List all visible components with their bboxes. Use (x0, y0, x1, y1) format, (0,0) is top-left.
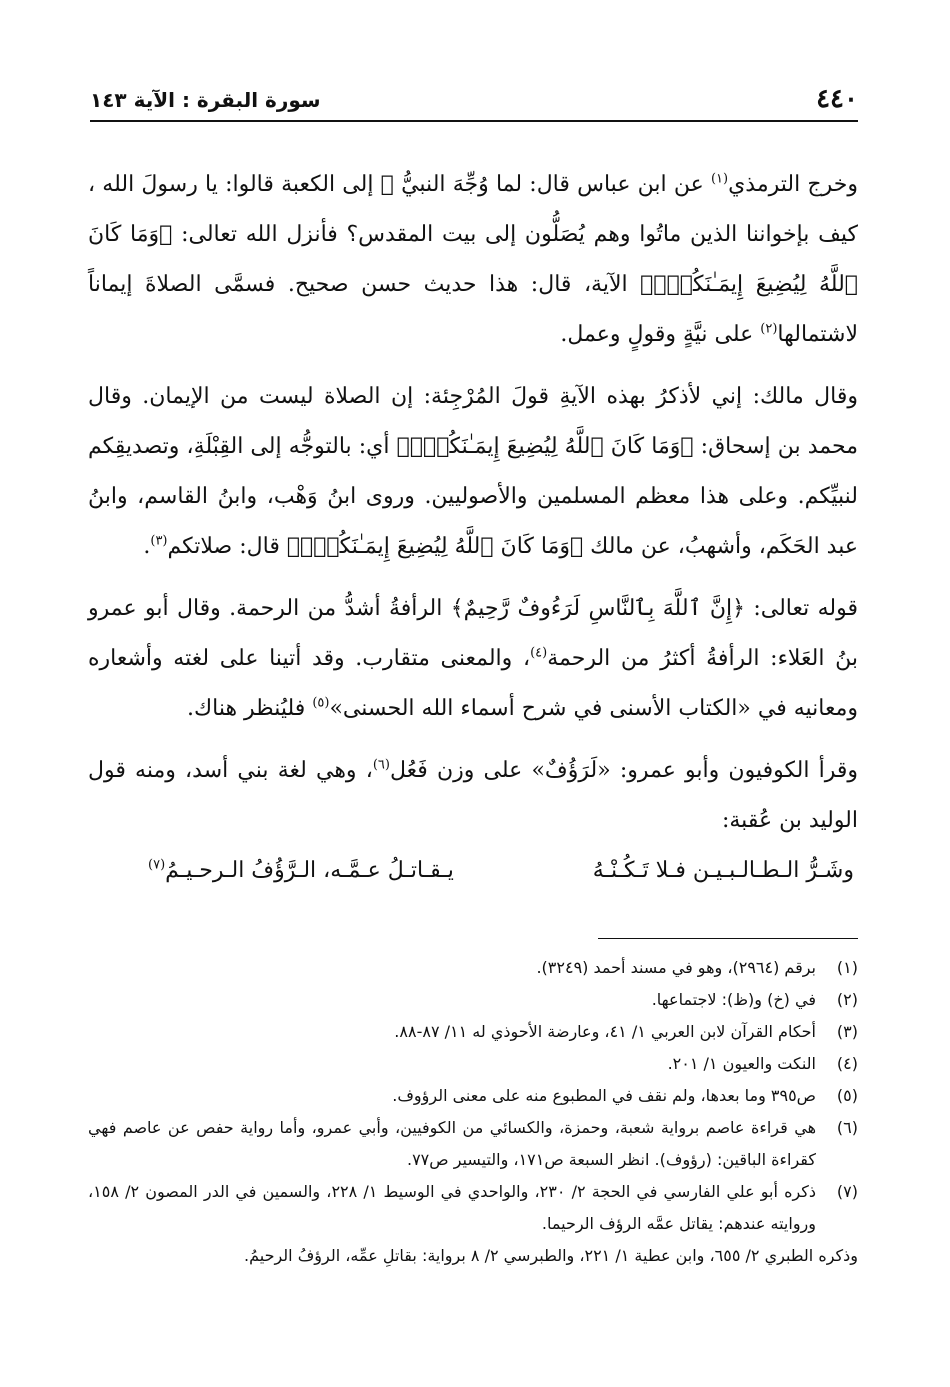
footnote-marker: (٦) (372, 757, 390, 773)
footnote-item (88, 1176, 858, 1240)
footnote-marker: (٣) (150, 533, 168, 549)
poetry-verse (88, 846, 858, 896)
footnote-number: (٢) (836, 990, 858, 1009)
footnote-item (88, 1080, 858, 1112)
paragraph-text: على نيَّةٍ وقولٍ وعمل. (560, 322, 761, 347)
footnote-text: ذكره أبو علي الفارسي في الحجة ٢/ ٢٣٠، والواحدي في الوسيط ١/ ٢٢٨، والسمين في الدر المصون ٢/ ١٥٨، وروايته عندهم: يقاتل عمَّه الرؤف الرحيما. (88, 1182, 817, 1233)
paragraph-text: وقرأ الكوفيون وأبو عمرو: «لَرَؤُفٌ» على وزن فَعُل (389, 758, 859, 783)
footnotes (88, 952, 858, 1272)
footnote-number: (٣) (836, 1022, 858, 1041)
verse-text: يـقـاتـلُ عـمَّـه، الـرَّؤُفُ الـرحـيـمُ (165, 858, 454, 883)
footnote-marker: (٤) (530, 645, 548, 661)
paragraph-text: ، وهي لغة بني أسد، ومنه قول الوليد بن عُقبة: (88, 758, 858, 833)
paragraph-text: عن ابن عباس قال: لما وُجِّهَ النبيُّ ﷺ إلى الكعبة قالوا: يا رسولَ الله ، كيف بإخواننا الذين ماتُوا وهم يُصَلُّون إلى بيت المقدس؟ فأنزل الله تعالى: ﴿وَمَا كَانَ ٱللَّهُ لِيُضِيعَ إِيمَـٰنَكُمْۚ﴾ الآية، قال: هذا حديث حسن صحيح. فسمَّى الصلاةَ إيماناً لاشتمالها (88, 172, 858, 347)
paragraph-4 (88, 746, 858, 846)
paragraph-1 (88, 160, 858, 360)
paragraph-3 (88, 584, 858, 734)
page-number: ٤٤٠ (816, 84, 858, 114)
paragraph-text: قوله تعالى: ﴿إِنَّ ٱللَّهَ بِٱلنَّاسِ لَرَءُوفٌ رَّحِيمٌ﴾ الرأفةُ أشدُّ من الرحمة. وقال أبو عمرو بنُ العَلاء: الرأفةُ أكثرُ من الرحمة (88, 596, 858, 671)
footnote-text: ص٣٩٥ وما بعدها، ولم نقف في المطبوع منه على معنى الرؤوف. (392, 1086, 816, 1105)
footnote-number: (٦) (836, 1118, 858, 1137)
footnote-item (88, 1016, 858, 1048)
footnote-item (88, 984, 858, 1016)
footnote-marker: (٧) (148, 857, 166, 873)
footnote-text: هي قراءة عاصم برواية شعبة، وحمزة، والكسائي من الكوفيين، وأبي عمرو، وأما رواية حفص عن عاصم فهي كقراءة الباقين: (رؤوف). انظر السبعة ص١٧١، والتيسير ص٧٧. (88, 1118, 816, 1169)
verse-hemistich-1: وشَـرُّ الـطـالـبـيـن فـلا تَـكُـنْـهُ (592, 858, 854, 883)
main-text (88, 160, 858, 896)
footnote-text: أحكام القرآن لابن العربي ١/ ٤١، وعارضة الأحوذي له ١١/ ٨٧-٨٨. (394, 1022, 816, 1041)
verse-hemistich-2 (148, 846, 454, 896)
paragraph-2 (88, 372, 858, 572)
footnote-text: برقم (٢٩٦٤)، وهو في مسند أحمد (٣٢٤٩). (536, 958, 816, 977)
footnote-text: في (خ) و(ظ): لاجتماعها. (651, 990, 816, 1009)
footnote-number: (٧) (836, 1182, 858, 1201)
footnote-marker: (٢) (760, 321, 778, 337)
paragraph-text: وقال مالك: إني لأذكرُ بهذه الآيةِ قولَ المُرْجِئة: إن الصلاة ليست من الإيمان. وقال محمد بن إسحاق: ﴿وَمَا كَانَ ٱللَّهُ لِيُضِيعَ إِيمَـٰنَكُمْۚ﴾ أي: بالتوجُّه إلى القِبْلَةِ، وتصديقِكم لنبيِّكم. وعلى هذا معظم المسلمين والأصوليين. وروى ابنُ وَهْب، وابنُ القاسم، وابنُ عبد الحَكَم، وأشهبُ، عن مالك ﴿وَمَا كَانَ ٱللَّهُ لِيُضِيعَ إِيمَـٰنَكُمْۚ﴾ قال: صلاتكم (88, 384, 858, 559)
footnote-number: (١) (836, 958, 858, 977)
footnote-item (88, 1048, 858, 1080)
footnote-item (88, 952, 858, 984)
footnote-number: (٤) (836, 1054, 858, 1073)
page-header (90, 80, 858, 122)
footnote-number: (٥) (836, 1086, 858, 1105)
running-title: سورة البقرة : الآية ١٤٣ (90, 88, 321, 112)
footnote-marker: (١) (710, 171, 729, 187)
paragraph-text: . (143, 534, 151, 559)
paragraph-text: وخرج الترمذي (728, 172, 858, 197)
paragraph-text: ، والمعنى متقارب. وقد أتينا على لغته وأشعاره ومعانيه في «الكتاب الأسنى في شرح أسماء الله الحسنى» (88, 646, 858, 721)
footnote-divider (598, 938, 858, 939)
footnote-continuation: وذكره الطبري ٢/ ٦٥٥، وابن عطية ١/ ٢٢١، والطبرسي ٢/ ٨ برواية: بقاتلِ عمِّه، الرؤفُ الرحيمُ. (244, 1246, 858, 1265)
footnote-text: النكت والعيون ١/ ٢٠١. (667, 1054, 816, 1073)
paragraph-text: فليُنظر هناك. (186, 696, 313, 721)
footnote-marker: (٥) (312, 695, 330, 711)
footnote-item (88, 1112, 858, 1176)
